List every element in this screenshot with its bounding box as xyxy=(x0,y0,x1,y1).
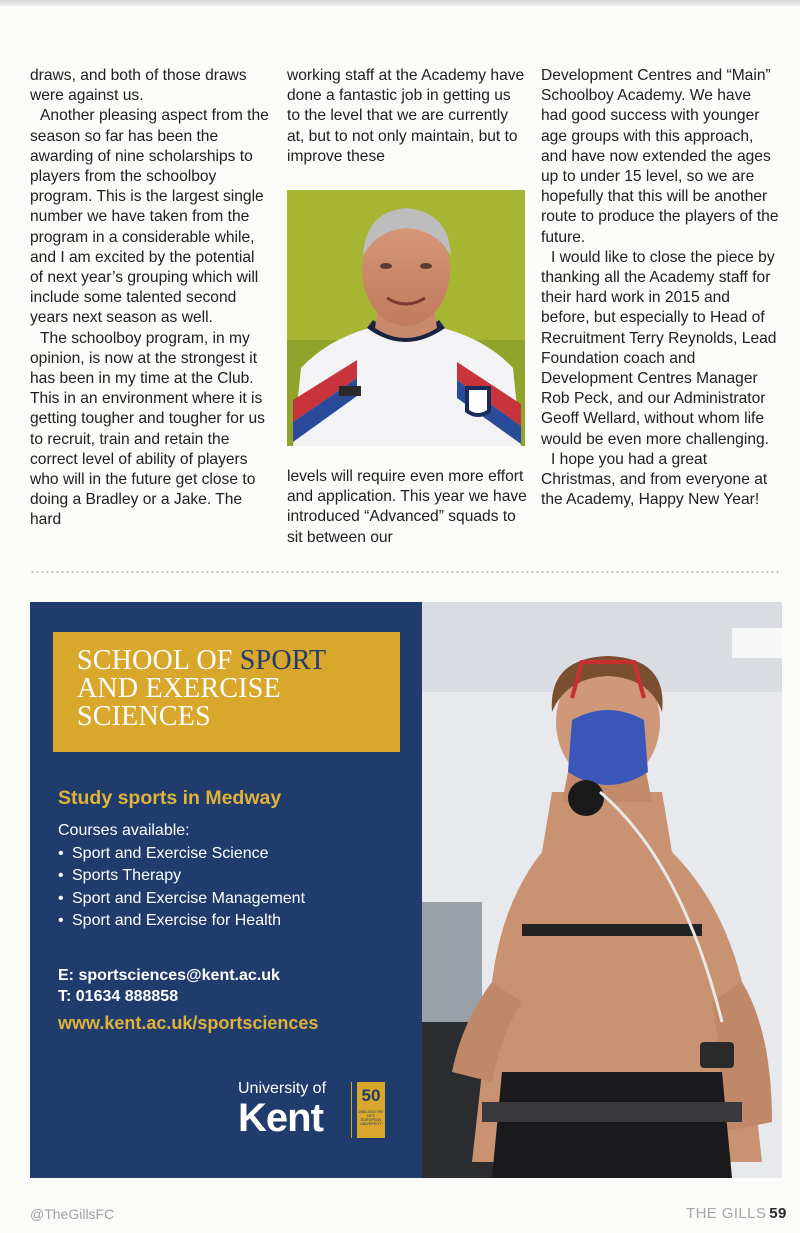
athlete-photo xyxy=(422,602,782,1178)
school-title-banner xyxy=(53,632,400,752)
courses-label: Courses available: xyxy=(58,822,190,839)
course-item: • Sport and Exercise for Health xyxy=(58,910,305,933)
course-item: • Sport and Exercise Science xyxy=(58,843,305,866)
contact-details xyxy=(58,965,280,1007)
top-rule xyxy=(0,0,800,6)
school-title-line-3: SCIENCES xyxy=(77,701,211,732)
academy-manager-photo xyxy=(287,190,525,446)
article-column-1 xyxy=(30,66,270,531)
courses-list xyxy=(58,820,305,933)
course-item: • Sport and Exercise Management xyxy=(58,888,305,911)
advert-headline: Study sports in Medway xyxy=(58,787,282,809)
article-paragraph: Another pleasing aspect from the season so far has been the awarding of nine scholarships to players from the schoolboy program. This is the largest single number we have taken from the program in a considerable while, and I am excited by the potential of next year’s grouping which will include some talented second years next season as well. xyxy=(30,107,269,327)
article-paragraph: working staff at the Academy have done a fantastic job in getting us to the level that we are currently at, but to not only maintain, but to improve these xyxy=(287,67,525,165)
school-title-line-1: SCHOOL OF SPORT xyxy=(77,645,327,676)
dotted-divider xyxy=(30,571,782,573)
article-paragraph: I hope you had a great Christmas, and from everyone at the Academy, Happy New Year! xyxy=(541,450,768,509)
article-paragraph: I would like to close the piece by thanking all the Academy staff for their hard work in 2015 and before, but especially to Head of Recruitment Terry Reynolds, Lead Foundation coach and Development Centres Manager Rob Peck, and our Administrator Geoff Wellard, without whom life would be even more challenging. xyxy=(541,248,777,448)
school-title-line-2: AND EXERCISE xyxy=(77,673,281,704)
contact-email[interactable]: E: sportsciences@kent.ac.uk xyxy=(58,967,280,984)
article-paragraph: draws, and both of those draws were against us. xyxy=(30,67,247,105)
course-item: • Sports Therapy xyxy=(58,865,305,888)
page-number: 59 xyxy=(769,1205,787,1222)
logo-divider xyxy=(351,1082,352,1138)
article-column-2-bottom xyxy=(287,467,527,548)
anniversary-badge: 50 1965-2015 THE UK'S EUROPEAN UNIVERSITY xyxy=(357,1082,385,1138)
article-paragraph: The schoolboy program, in my opinion, is now at the strongest it has been in my time at the Club. This in an environment where it is getting tougher and tougher for us to recruit, train and retain the correct level of ability of players who will in the future get close to doing a Bradley or a Jake. The hard xyxy=(30,329,265,529)
kent-logo xyxy=(238,1080,326,1138)
article-paragraph: Development Centres and “Main” Schoolboy Academy. We have had good success with younger age groups with this approach, and have now extended the ages up to under 15 level, so we are hopefully that this will be another route to produce the players of the future. xyxy=(541,67,779,246)
article-column-2-top xyxy=(287,66,527,167)
article-column-3 xyxy=(541,66,781,510)
university-advert xyxy=(30,602,782,1178)
website-link[interactable]: www.kent.ac.uk/sportsciences xyxy=(58,1013,319,1033)
contact-phone: T: 01634 888858 xyxy=(58,988,179,1005)
kent-logo-line-1: University of xyxy=(238,1080,327,1097)
page-footer xyxy=(686,1205,787,1222)
magazine-name: THE GILLS xyxy=(686,1205,767,1222)
kent-logo-line-2: Kent xyxy=(238,1096,323,1140)
article-paragraph: levels will require even more effort and application. This year we have introduced “Advanced” squads to sit between our xyxy=(287,468,527,546)
twitter-handle: @TheGillsFC xyxy=(30,1206,115,1222)
